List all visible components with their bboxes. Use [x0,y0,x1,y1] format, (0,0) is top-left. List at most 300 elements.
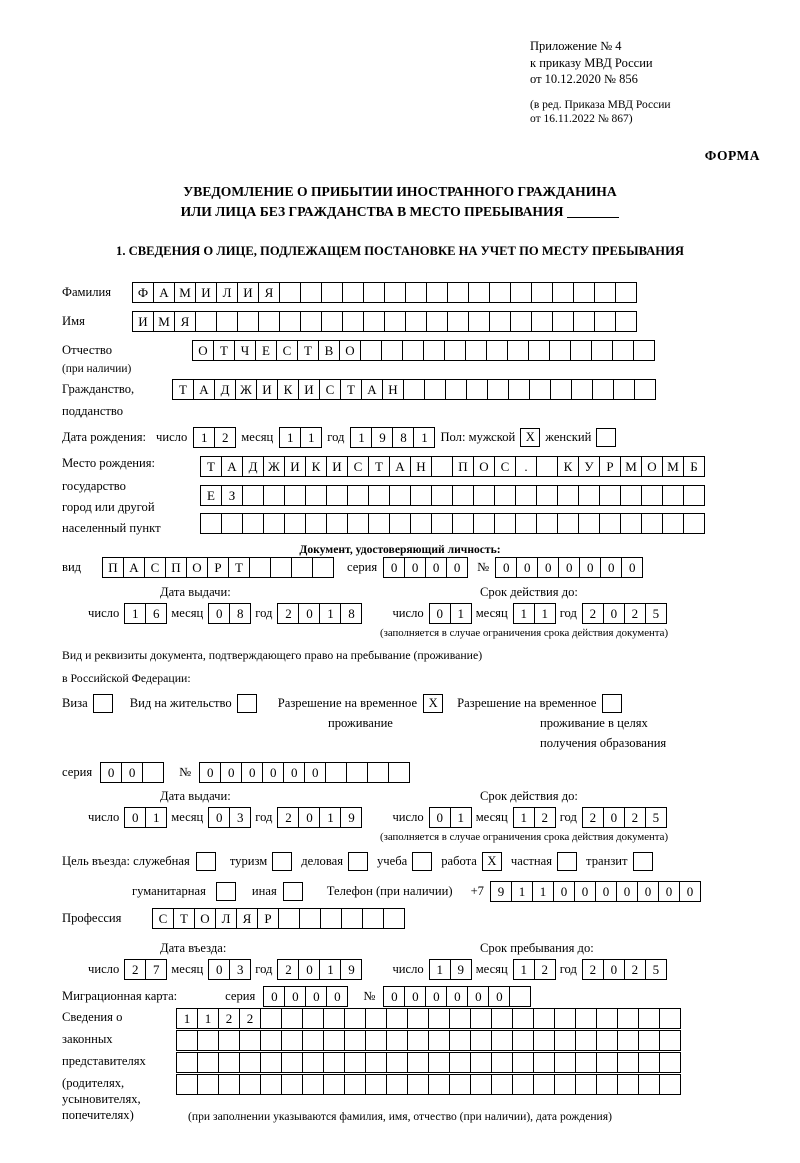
form-cell[interactable] [368,485,390,506]
form-cell[interactable] [470,1074,492,1095]
form-cell[interactable]: Ч [234,340,256,361]
form-cell[interactable]: 8 [392,427,414,448]
purpose-tourism-checkbox[interactable] [272,852,292,871]
form-cell[interactable] [242,513,264,534]
form-cell[interactable] [554,1008,576,1029]
form-cell[interactable] [489,282,511,303]
legal-rep-line-3-input[interactable] [176,1052,680,1073]
form-cell[interactable] [195,311,217,332]
form-cell[interactable] [344,1008,366,1029]
form-cell[interactable] [515,485,537,506]
form-cell[interactable] [384,282,406,303]
form-cell[interactable]: Т [173,908,195,929]
form-cell[interactable] [510,311,532,332]
form-cell[interactable]: 0 [383,557,405,578]
purpose-private-checkbox[interactable] [557,852,577,871]
issue-month-input[interactable] [208,603,250,624]
form-cell[interactable] [473,485,495,506]
form-cell[interactable] [594,282,616,303]
form-cell[interactable]: Е [255,340,277,361]
form-cell[interactable]: А [389,456,411,477]
phone-input[interactable] [490,881,700,902]
form-cell[interactable] [389,513,411,534]
form-cell[interactable]: 0 [425,557,447,578]
form-cell[interactable] [242,485,264,506]
form-cell[interactable]: 0 [305,986,327,1007]
form-cell[interactable] [428,1030,450,1051]
form-cell[interactable]: В [318,340,340,361]
form-cell[interactable] [473,513,495,534]
form-cell[interactable] [176,1052,198,1073]
form-cell[interactable] [405,311,427,332]
form-cell[interactable] [270,557,292,578]
form-cell[interactable]: 6 [145,603,167,624]
form-cell[interactable]: 1 [513,959,535,980]
form-cell[interactable] [381,340,403,361]
form-cell[interactable] [634,379,656,400]
form-cell[interactable]: Я [258,282,280,303]
form-cell[interactable]: Я [174,311,196,332]
form-cell[interactable]: Т [213,340,235,361]
birth-day-input[interactable] [193,427,235,448]
form-cell[interactable] [365,1074,387,1095]
form-cell[interactable]: 0 [298,603,320,624]
form-cell[interactable]: 1 [124,603,146,624]
form-cell[interactable] [449,1008,471,1029]
form-cell[interactable]: Т [228,557,250,578]
purpose-business-checkbox[interactable] [348,852,368,871]
form-cell[interactable]: 1 [450,603,472,624]
form-cell[interactable] [494,485,516,506]
doc-series-input[interactable] [383,557,467,578]
form-cell[interactable] [613,379,635,400]
form-cell[interactable] [291,557,313,578]
form-cell[interactable] [633,340,655,361]
form-cell[interactable]: 7 [145,959,167,980]
form-cell[interactable] [388,762,410,783]
stay-until-year-input[interactable] [582,959,666,980]
form-cell[interactable]: С [347,456,369,477]
form-cell[interactable] [638,1074,660,1095]
form-cell[interactable] [258,311,280,332]
form-cell[interactable]: 9 [340,807,362,828]
form-cell[interactable]: 1 [450,807,472,828]
form-cell[interactable] [386,1052,408,1073]
form-cell[interactable] [557,485,579,506]
form-cell[interactable]: 2 [124,959,146,980]
stay-issue-day-input[interactable] [124,807,166,828]
form-cell[interactable]: 0 [595,881,617,902]
form-cell[interactable]: 0 [603,959,625,980]
purpose-study-checkbox[interactable] [412,852,432,871]
surname-input[interactable] [132,282,636,303]
form-cell[interactable] [449,1030,471,1051]
form-cell[interactable] [218,1030,240,1051]
form-cell[interactable]: 0 [220,762,242,783]
form-cell[interactable] [596,1008,618,1029]
form-cell[interactable]: 5 [645,807,667,828]
form-cell[interactable]: Ф [132,282,154,303]
form-cell[interactable]: 1 [279,427,301,448]
purpose-other-checkbox[interactable] [283,882,303,901]
form-cell[interactable] [279,311,301,332]
form-cell[interactable] [363,282,385,303]
valid-day-input[interactable] [429,603,471,624]
form-cell[interactable]: П [102,557,124,578]
form-cell[interactable]: 1 [534,603,556,624]
stay-valid-day-input[interactable] [429,807,471,828]
form-cell[interactable] [591,340,613,361]
form-cell[interactable]: 0 [429,807,451,828]
form-cell[interactable] [300,282,322,303]
form-cell[interactable]: 0 [658,881,680,902]
form-cell[interactable]: 2 [624,807,646,828]
issue-year-input[interactable] [277,603,361,624]
birthplace-line-2-input[interactable] [200,485,704,506]
form-cell[interactable] [260,1008,282,1029]
form-cell[interactable]: П [165,557,187,578]
form-cell[interactable]: 1 [300,427,322,448]
form-cell[interactable] [344,1052,366,1073]
legal-rep-line-1-input[interactable] [176,1008,680,1029]
form-cell[interactable] [263,513,285,534]
form-cell[interactable] [367,762,389,783]
form-cell[interactable] [575,1074,597,1095]
form-cell[interactable] [445,379,467,400]
form-cell[interactable] [302,1030,324,1051]
form-cell[interactable]: О [192,340,214,361]
sex-male-checkbox[interactable]: Х [520,428,540,447]
form-cell[interactable] [320,908,342,929]
form-cell[interactable]: 2 [624,959,646,980]
form-cell[interactable] [554,1074,576,1095]
form-cell[interactable]: 0 [579,557,601,578]
form-cell[interactable] [578,513,600,534]
form-cell[interactable] [447,311,469,332]
form-cell[interactable] [468,311,490,332]
form-cell[interactable]: 0 [199,762,221,783]
form-cell[interactable]: 2 [624,603,646,624]
form-cell[interactable]: 0 [124,807,146,828]
form-cell[interactable] [575,1052,597,1073]
form-cell[interactable]: 2 [277,603,299,624]
form-cell[interactable] [491,1052,513,1073]
form-cell[interactable] [465,340,487,361]
form-cell[interactable]: 1 [532,881,554,902]
form-cell[interactable] [423,340,445,361]
form-cell[interactable]: У [578,456,600,477]
patronymic-input[interactable] [192,340,654,361]
form-cell[interactable] [281,1074,303,1095]
form-cell[interactable] [284,485,306,506]
form-cell[interactable]: 0 [537,557,559,578]
form-cell[interactable]: 1 [513,603,535,624]
form-cell[interactable]: 0 [283,762,305,783]
form-cell[interactable]: Б [683,456,705,477]
form-cell[interactable]: 5 [645,603,667,624]
form-cell[interactable] [239,1030,261,1051]
form-cell[interactable] [570,340,592,361]
form-cell[interactable]: 1 [429,959,451,980]
form-cell[interactable]: О [186,557,208,578]
form-cell[interactable] [533,1008,555,1029]
form-cell[interactable] [449,1074,471,1095]
form-cell[interactable] [176,1030,198,1051]
form-cell[interactable]: 0 [284,986,306,1007]
form-cell[interactable] [344,1030,366,1051]
form-cell[interactable] [578,485,600,506]
form-cell[interactable] [533,1030,555,1051]
form-cell[interactable]: 0 [425,986,447,1007]
form-cell[interactable]: М [662,456,684,477]
form-cell[interactable]: 2 [582,807,604,828]
form-cell[interactable]: Ж [263,456,285,477]
entry-day-input[interactable] [124,959,166,980]
form-cell[interactable]: 1 [511,881,533,902]
form-cell[interactable]: Т [297,340,319,361]
form-cell[interactable]: 0 [574,881,596,902]
doc-type-input[interactable] [102,557,333,578]
form-cell[interactable] [512,1074,534,1095]
form-cell[interactable]: С [152,908,174,929]
form-cell[interactable] [512,1008,534,1029]
doc-number-input[interactable] [495,557,642,578]
form-cell[interactable] [428,1052,450,1073]
form-cell[interactable]: 0 [208,807,230,828]
form-cell[interactable] [617,1052,639,1073]
form-cell[interactable] [260,1074,282,1095]
form-cell[interactable] [512,1030,534,1051]
form-cell[interactable]: 0 [553,881,575,902]
form-cell[interactable] [486,340,508,361]
form-cell[interactable]: М [620,456,642,477]
form-cell[interactable] [326,513,348,534]
entry-month-input[interactable] [208,959,250,980]
form-cell[interactable]: А [361,379,383,400]
form-cell[interactable] [571,379,593,400]
form-cell[interactable]: С [144,557,166,578]
form-cell[interactable] [536,513,558,534]
form-cell[interactable]: 0 [679,881,701,902]
legal-rep-line-4-input[interactable] [176,1074,680,1095]
form-cell[interactable] [468,282,490,303]
form-cell[interactable] [368,513,390,534]
birthplace-line-3-input[interactable] [200,513,704,534]
form-cell[interactable]: С [494,456,516,477]
form-cell[interactable] [302,1052,324,1073]
form-cell[interactable]: 0 [404,557,426,578]
form-cell[interactable] [302,1008,324,1029]
form-cell[interactable] [431,513,453,534]
form-cell[interactable]: 2 [534,807,556,828]
form-cell[interactable]: 1 [319,807,341,828]
form-cell[interactable] [592,379,614,400]
form-cell[interactable]: 1 [350,427,372,448]
form-cell[interactable]: 0 [100,762,122,783]
purpose-transit-checkbox[interactable] [633,852,653,871]
form-cell[interactable]: 3 [229,959,251,980]
form-cell[interactable] [363,311,385,332]
form-cell[interactable]: 0 [603,807,625,828]
form-cell[interactable] [662,513,684,534]
form-cell[interactable]: 2 [239,1008,261,1029]
form-cell[interactable] [531,311,553,332]
form-cell[interactable] [197,1052,219,1073]
sex-female-checkbox[interactable] [596,428,616,447]
form-cell[interactable] [507,340,529,361]
form-cell[interactable]: 1 [197,1008,219,1029]
form-cell[interactable]: 2 [218,1008,240,1029]
form-cell[interactable] [528,340,550,361]
form-cell[interactable] [428,1074,450,1095]
form-cell[interactable]: Р [257,908,279,929]
form-cell[interactable] [347,513,369,534]
form-cell[interactable] [365,1052,387,1073]
form-cell[interactable] [612,340,634,361]
form-cell[interactable] [386,1008,408,1029]
form-cell[interactable] [531,282,553,303]
form-cell[interactable] [575,1030,597,1051]
form-cell[interactable]: 0 [558,557,580,578]
form-cell[interactable]: 5 [645,959,667,980]
form-cell[interactable]: 0 [262,762,284,783]
form-cell[interactable] [683,485,705,506]
form-cell[interactable] [491,1008,513,1029]
form-cell[interactable] [347,485,369,506]
form-cell[interactable]: О [194,908,216,929]
valid-month-input[interactable] [513,603,555,624]
stay-series-input[interactable] [100,762,163,783]
entry-year-input[interactable] [277,959,361,980]
form-cell[interactable]: 8 [229,603,251,624]
form-cell[interactable] [449,1052,471,1073]
form-cell[interactable] [470,1008,492,1029]
form-cell[interactable] [424,379,446,400]
form-cell[interactable] [552,311,574,332]
migration-number-input[interactable] [383,986,530,1007]
form-cell[interactable]: 1 [413,427,435,448]
form-cell[interactable] [407,1052,429,1073]
form-cell[interactable] [281,1030,303,1051]
form-cell[interactable]: 0 [495,557,517,578]
form-cell[interactable] [323,1052,345,1073]
form-cell[interactable]: Е [200,485,222,506]
form-cell[interactable] [452,513,474,534]
stay-until-month-input[interactable] [513,959,555,980]
form-cell[interactable]: А [221,456,243,477]
form-cell[interactable]: К [557,456,579,477]
form-cell[interactable] [312,557,334,578]
form-cell[interactable]: К [277,379,299,400]
form-cell[interactable]: И [256,379,278,400]
form-cell[interactable] [410,485,432,506]
profession-input[interactable] [152,908,404,929]
form-cell[interactable] [489,311,511,332]
form-cell[interactable] [431,456,453,477]
form-cell[interactable] [452,485,474,506]
form-cell[interactable] [549,340,571,361]
form-cell[interactable] [617,1008,639,1029]
form-cell[interactable] [278,908,300,929]
form-cell[interactable] [683,513,705,534]
form-cell[interactable]: С [276,340,298,361]
form-cell[interactable] [508,379,530,400]
form-cell[interactable] [321,311,343,332]
form-cell[interactable] [494,513,516,534]
form-cell[interactable]: 1 [193,427,215,448]
form-cell[interactable]: 0 [326,986,348,1007]
form-cell[interactable]: 0 [621,557,643,578]
form-cell[interactable] [594,311,616,332]
form-cell[interactable]: 0 [446,557,468,578]
form-cell[interactable] [407,1030,429,1051]
form-cell[interactable]: Я [236,908,258,929]
visa-checkbox[interactable] [93,694,113,713]
form-cell[interactable]: И [195,282,217,303]
form-cell[interactable] [281,1008,303,1029]
form-cell[interactable]: 0 [263,986,285,1007]
form-cell[interactable]: М [153,311,175,332]
form-cell[interactable] [444,340,466,361]
form-cell[interactable]: 0 [298,959,320,980]
form-cell[interactable] [263,485,285,506]
form-cell[interactable]: И [284,456,306,477]
form-cell[interactable] [386,1030,408,1051]
form-cell[interactable]: 0 [488,986,510,1007]
form-cell[interactable] [321,282,343,303]
form-cell[interactable]: Р [207,557,229,578]
form-cell[interactable]: . [515,456,537,477]
form-cell[interactable] [617,1030,639,1051]
form-cell[interactable] [389,485,411,506]
form-cell[interactable]: 0 [637,881,659,902]
form-cell[interactable] [641,513,663,534]
form-cell[interactable] [536,485,558,506]
form-cell[interactable] [402,340,424,361]
edu-residence-checkbox[interactable] [602,694,622,713]
form-cell[interactable]: Т [340,379,362,400]
form-cell[interactable] [509,986,531,1007]
form-cell[interactable] [142,762,164,783]
form-cell[interactable] [346,762,368,783]
form-cell[interactable]: 0 [600,557,622,578]
form-cell[interactable]: Т [200,456,222,477]
form-cell[interactable]: 2 [582,959,604,980]
form-cell[interactable]: 1 [319,603,341,624]
form-cell[interactable] [659,1030,681,1051]
form-cell[interactable]: 2 [277,959,299,980]
form-cell[interactable] [426,282,448,303]
form-cell[interactable]: Л [215,908,237,929]
form-cell[interactable]: 9 [490,881,512,902]
residence-permit-checkbox[interactable] [237,694,257,713]
form-cell[interactable]: 2 [214,427,236,448]
form-cell[interactable]: Н [382,379,404,400]
form-cell[interactable]: А [193,379,215,400]
form-cell[interactable] [617,1074,639,1095]
stay-until-day-input[interactable] [429,959,471,980]
form-cell[interactable] [620,513,642,534]
form-cell[interactable] [615,282,637,303]
form-cell[interactable]: А [153,282,175,303]
form-cell[interactable]: Н [410,456,432,477]
form-cell[interactable]: 0 [616,881,638,902]
form-cell[interactable]: 0 [603,603,625,624]
stay-issue-month-input[interactable] [208,807,250,828]
form-cell[interactable]: М [174,282,196,303]
form-cell[interactable] [491,1030,513,1051]
form-cell[interactable]: 0 [241,762,263,783]
